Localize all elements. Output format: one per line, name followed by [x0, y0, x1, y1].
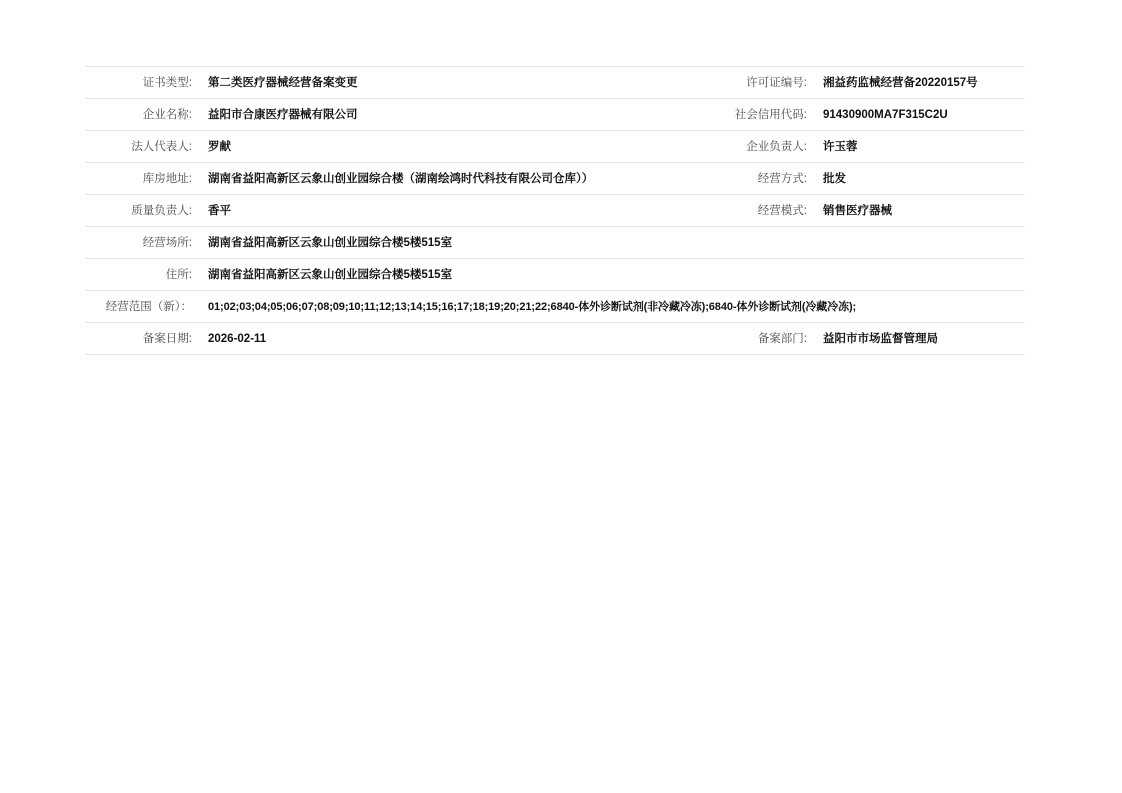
table-row: [85, 195, 1025, 227]
row-value-license-number: 湘益药监械经营备20220157号: [823, 76, 978, 89]
row-value-warehouse-address: 湖南省益阳高新区云象山创业园综合楼（湖南绘鸿时代科技有限公司仓库））: [208, 172, 594, 185]
row-value-business-method: 批发: [823, 172, 846, 185]
row-value-business-mode: 销售医疗器械: [823, 204, 892, 217]
row-value-company-manager: 许玉蓉: [823, 140, 858, 153]
table-row: [85, 291, 1025, 323]
row-value-business-premises: 湖南省益阳高新区云象山创业园综合楼5楼515室: [208, 236, 453, 249]
row-label-license-number: 许可证编号:: [746, 76, 807, 89]
table-row: [85, 227, 1025, 259]
table-row: [85, 67, 1025, 99]
row-value-business-scope: 01;02;03;04;05;06;07;08;09;10;11;12;13;14;15;16;17;18;19;20;21;22;6840-体外诊断试剂(非冷藏冷冻);6840-体外诊断试剂(冷藏冷冻);: [208, 300, 857, 313]
row-label-company-manager: 企业负责人:: [746, 140, 807, 153]
table-row: [85, 99, 1025, 131]
row-label-credit-code: 社会信用代码:: [734, 108, 807, 121]
license-record-table: [85, 66, 1025, 355]
row-label-filing-department: 备案部门:: [757, 332, 807, 345]
table-row: [85, 323, 1025, 355]
row-label-filing-date: 备案日期:: [142, 332, 192, 345]
row-label-certificate-type: 证书类型:: [142, 76, 192, 89]
row-label-company-name: 企业名称:: [142, 108, 192, 121]
row-label-business-mode: 经营模式:: [757, 204, 807, 217]
row-label-warehouse-address: 库房地址:: [142, 172, 192, 185]
row-value-filing-date: 2026-02-11: [208, 332, 267, 345]
table-row: [85, 163, 1025, 195]
table-row: [85, 259, 1025, 291]
row-label-business-premises: 经营场所:: [142, 236, 192, 249]
row-value-filing-department: 益阳市市场监督管理局: [823, 332, 938, 345]
row-value-company-name: 益阳市合康医疗器械有限公司: [208, 108, 358, 121]
row-label-quality-manager: 质量负责人:: [131, 204, 192, 217]
table-row: [85, 131, 1025, 163]
row-label-residence: 住所:: [165, 268, 192, 281]
row-value-credit-code: 91430900MA7F315C2U: [823, 108, 948, 121]
row-label-legal-representative: 法人代表人:: [131, 140, 192, 153]
row-value-legal-representative: 罗献: [208, 140, 231, 153]
row-label-business-scope: 经营范围（新）：: [105, 300, 192, 313]
row-value-residence: 湖南省益阳高新区云象山创业园综合楼5楼515室: [208, 268, 453, 281]
row-value-quality-manager: 香平: [208, 204, 231, 217]
row-value-certificate-type: 第二类医疗器械经营备案变更: [208, 76, 358, 89]
row-label-business-method: 经营方式:: [757, 172, 807, 185]
